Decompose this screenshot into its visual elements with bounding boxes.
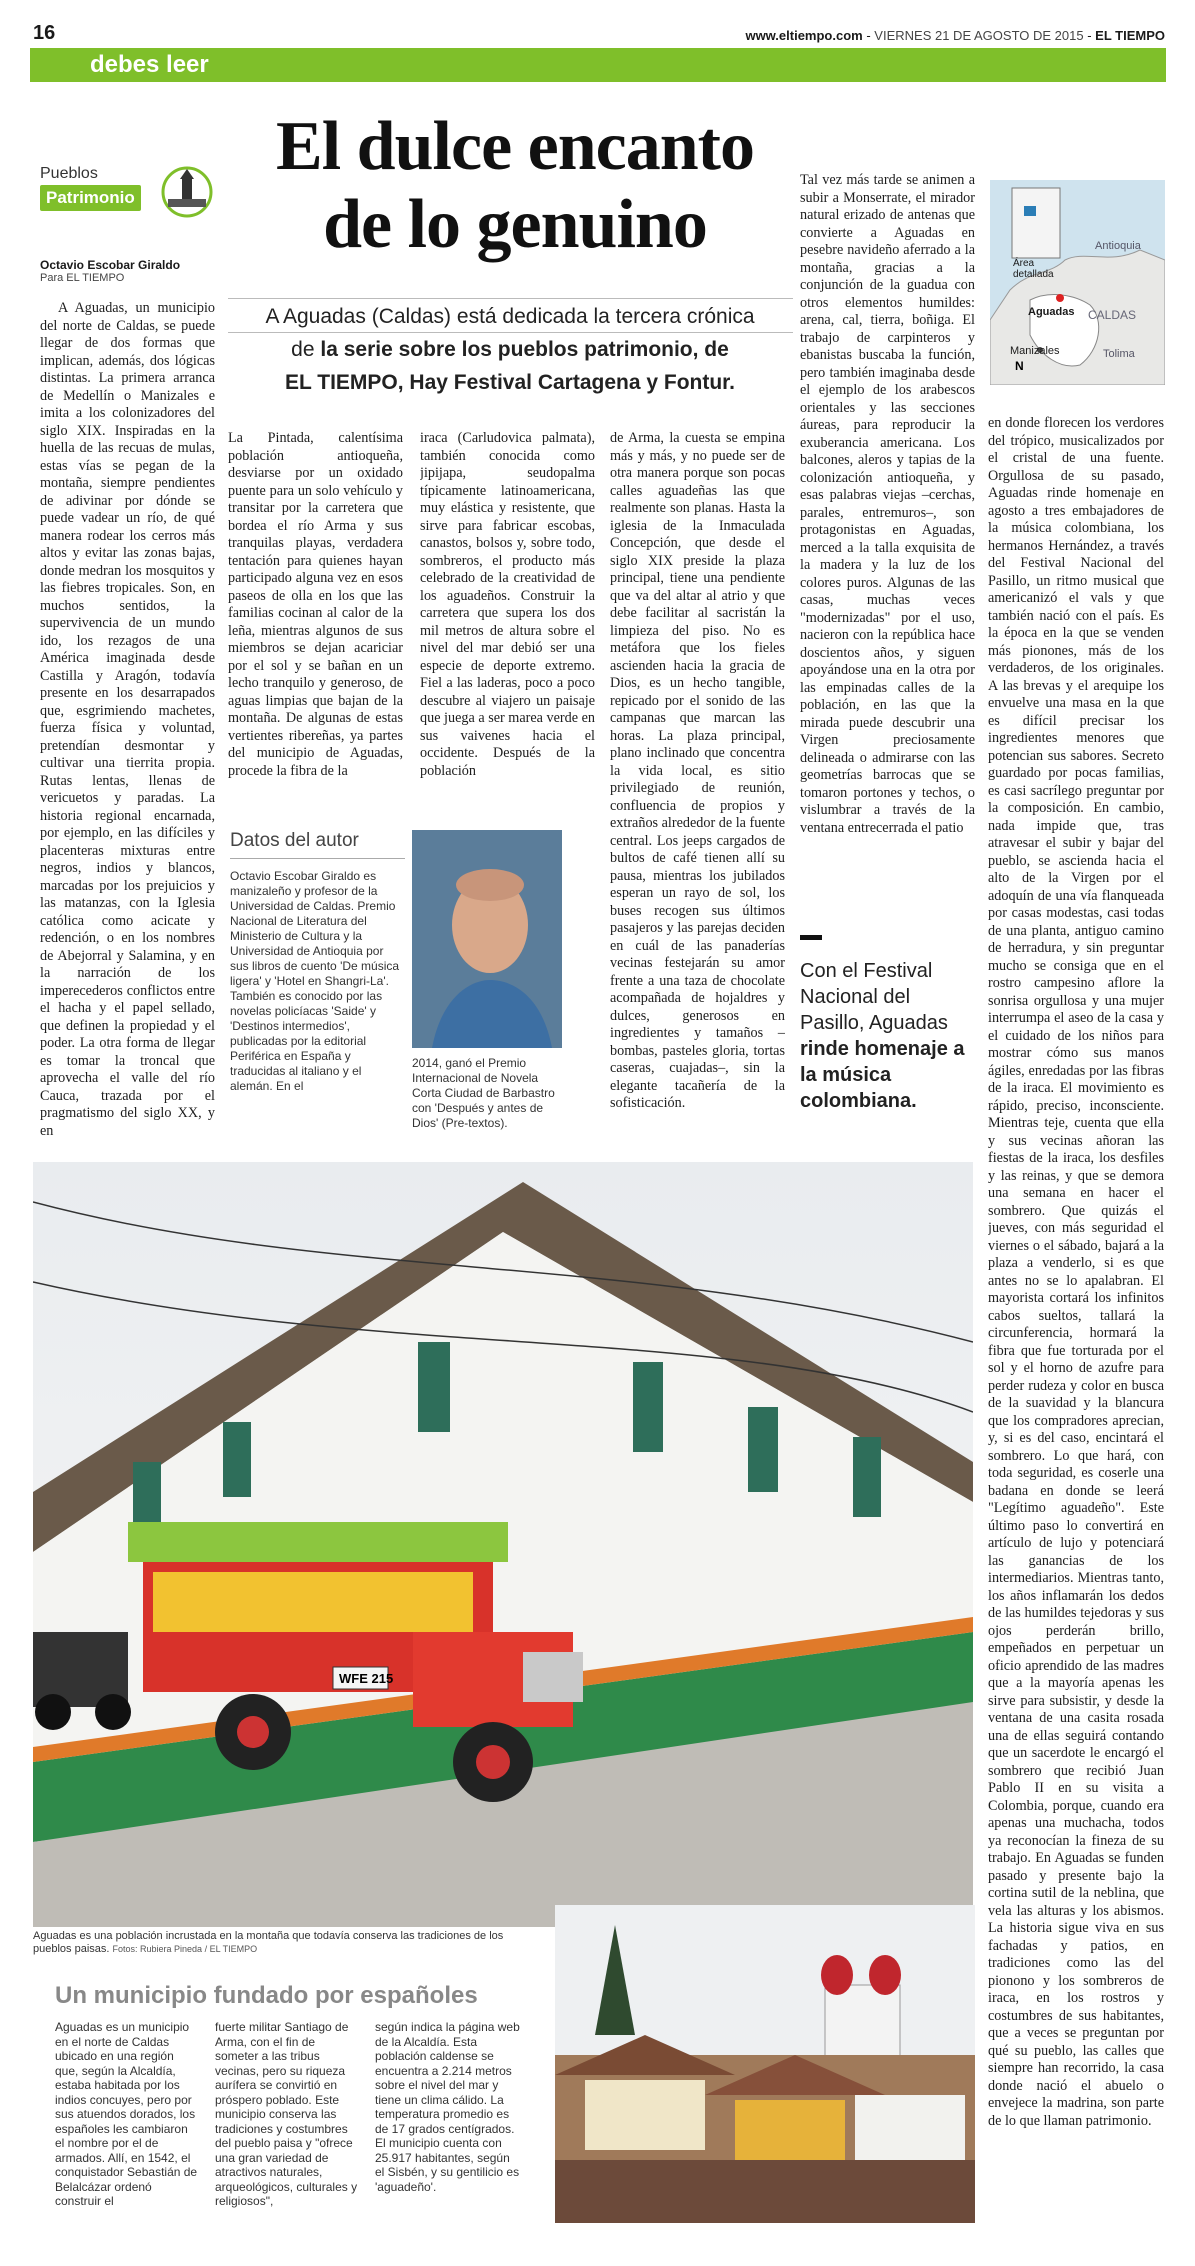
map-inset-label: Área detallada — [1013, 258, 1054, 280]
map-label-tolima: Tolima — [1103, 348, 1135, 360]
series-badge — [40, 165, 210, 229]
section-label: debes leer — [90, 51, 209, 78]
deck-line2-pre: de — [291, 338, 321, 361]
column-4-text: de Arma, la cuesta se empina más y más, y no puede ser de otra manera porque son pocas calles aguadeñas las que realmente son planas. Hasta la iglesia de la Inmaculada Concepción, que desde el siglo XIX preside la plaza principal, tiene una pendiente que va del altar al atrio y que debe facilitar al sacristán la limpieza del piso. No es metáfora que los fieles ascienden hacia la gracia de Dios, es un hecho tangible, repicado por el sonido de las campanas que marcan las horas. La plaza principal, plano inclinado que concentra la vida local, es sitio privilegiado de reunión, confluencia de propios y extraños alrededor de la fuente central. Los jeeps cargados de bultos de café tienen allí su pausa, mientras los jubilados esperan un rayo de sol, los buses recogen sus últimos pasajeros y las parejas deciden en cuál de las panaderías vecinas festejarán su amor frente a una taza de chocolate acompañada de hojaldres y dulces, generosos en ingredientes y tamaños –bombas, pasteles gloria, tortas caseras, cuajadas–, sin la elegante tacañería de la sofisticación. — [610, 430, 785, 1111]
deck-rule-mid — [228, 332, 793, 333]
column-1 — [40, 300, 215, 1160]
church-tower-icon — [160, 165, 214, 219]
map-label-antioquia: Antioquia — [1095, 240, 1141, 252]
headline-line2: de lo genuino — [323, 186, 707, 263]
column-5 — [800, 172, 975, 892]
column-2-text: La Pintada, calentísima población antioqueña, desviarse por un oxidado puente para un solo vehículo y transitar por la carretera que bordea el río Arma y sus tranquilas playas, verdadera tentación para quienes hayan participado alguna vez en esos paseos de olla en los que las familias cocinan al calor de la leña, mientras algunos de sus miembros se dejan acariciar por el sol y se bañan en un lecho tranquilo y generoso, de aguas limpias que bajan de la montaña. De algunas de estas vertientes ribereñas, ya partes del municipio de Aguadas, procede la fibra de la — [228, 430, 403, 779]
header-dateline: www.eltiempo.com - VIERNES 21 DE AGOSTO DE 2015 - EL TIEMPO — [745, 28, 1165, 43]
column-4 — [610, 430, 785, 1160]
column-3 — [420, 430, 595, 810]
author-box-text-1: Octavio Escobar Giraldo es manizaleño y profesor de la Universidad de Caldas. Premio Nacional de Literatura del Ministerio de Cultura y la Universidad de Antioquia por sus libros de cuento 'De música ligera' y 'Hotel en Shangri-La'. También es conocido por las novelas policíacas 'Saide' y 'Destinos intermedios', publicadas por la editorial Periférica en España y traducidas al italiano y el alemán. En el — [230, 869, 400, 1093]
pull-quote-bold: rinde homenaje a la música colombiana. — [800, 1038, 965, 1112]
pull-quote-mark — [800, 935, 822, 940]
locator-map — [990, 180, 1165, 385]
column-3-text: iraca (Carludovica palmata), también conocida como jipijapa, seudopalma típicamente latinoamericana, muy elástica y resistente, que sirve para fabricar escobas, canastos, bolsos y, sobre todo, sombreros, el producto más celebrado de la creatividad de los aguadeños. Construir la carretera que supera los dos mil metros de altura sobre el nivel del mar debió ser una especie de deporte extremo. Fiel a las laderas, poco a poco descubre al viajero un paisaje que juega a ser marea verde en sus vaivenes hacia el occidente. Después de la población — [420, 430, 595, 779]
column-1-text: A Aguadas, un municipio del norte de Caldas, se puede llegar de dos formas que implican, además, dos lógicas distintas. La primera arranca de Medellín o Manizales e imita a los colonizadores del siglo XIX. Inspiradas en la huella de las recuas de mulas, estas vías se pegan de la montaña, siempre pendientes de adivinar por dónde se puede vadear un río, de qué manera rodear los cerros más altos y evitar las zonas bajas, donde medran los mosquitos y las fiebres tropicales. Son, en muchos sentidos, la supervivencia de un mundo ido, los rezagos de una América imaginada desde Castilla y Aragón, todavía presente en los desarrapados que, esgrimiendo machetes, fuerza física y voluntad, pretendían desmontar y cultivar una tierrita propia. Rutas lentas, llenas de vericuetos y paradas. La historia regional encarnada, por ejemplo, en las difíciles y placenteras mixturas entre negros, indios y blancos, marcadas por los prejuicios y las matanzas, con la Iglesia católica como acicate y redención, o en los nombres de Abejorral y Salamina, y en la narración de los imperecederos conflictos entre el hacha y el papel sellado, que definen la propiedad y el poder. La otra forma de llegar es tomar la troncal que aprovecha el valle del río Cauca, trazada por el pragmatismo del siglo XX, y en — [40, 300, 215, 1139]
author-box — [230, 830, 615, 1160]
main-photo-caption-text: Aguadas es una población incrustada en la montaña que todavía conserva las tradiciones de los pueblos paisas. — [33, 1930, 504, 1955]
header-brand: EL TIEMPO — [1095, 28, 1165, 43]
series-badge-line2: Patrimonio — [40, 185, 141, 211]
byline-author: Octavio Escobar Giraldo — [40, 258, 181, 272]
pull-quote — [800, 958, 975, 1114]
sidebar-col-2: fuerte militar Santiago de Arma, con el fin de someter a las tribus vecinas, pero su riqueza aurífera se convirtió en próspero poblado. Este municipio conserva las tradiciones y costumbres del pueblo paisa y "ofrece una gran variedad de atractivos naturales, arqueológicos, culturales y religiosos", — [215, 2020, 358, 2208]
map-label-aguadas: Aguadas — [1028, 306, 1075, 318]
byline-affiliation: Para EL TIEMPO — [40, 272, 125, 284]
author-photo — [412, 830, 562, 1048]
deck — [225, 300, 795, 399]
column-6 — [988, 415, 1164, 2260]
svg-text:N: N — [1015, 359, 1024, 373]
page-number: 16 — [33, 22, 56, 44]
sidebar-col-1: Aguadas es un municipio en el norte de Caldas ubicado en una región que, según la Alcaldía, estaba habitada por los indios concuyes, pero por sus atuendos dorados, los españoles les cambiaron el nombre por el de armados. Allí, en 1542, el conquistador Sebastián de Belalcázar ordenó construir el — [55, 2020, 198, 2208]
headline — [215, 108, 815, 264]
header-website: www.eltiempo.com — [745, 28, 863, 43]
main-photo-caption — [33, 1930, 543, 1956]
main-photo-credit: Fotos: Rubiera Pineda / EL TIEMPO — [112, 1944, 258, 1954]
author-box-text-2: 2014, ganó el Premio Internacional de Novela Corta Ciudad de Barbastro con 'Después y antes de Dios' (Pre-textos). — [412, 1056, 555, 1130]
author-box-title: Datos del autor — [230, 830, 405, 859]
headline-line1: El dulce encanto — [276, 108, 754, 185]
town-photo-graphic — [555, 1905, 975, 2223]
pull-quote-pre: Con el Festival Nacional del Pasillo, Aguadas — [800, 960, 948, 1034]
deck-line3: EL TIEMPO, Hay Festival Cartagena y Fontur. — [284, 371, 736, 394]
sidebar-col-3: según indica la página web de la Alcaldía. Esta población caldense se encuentra a 2.214 metros sobre el nivel del mar y tiene un clima cálido. La temperatura promedio es de 17 grados centígrados. El municipio cuenta con 25.917 habitantes, según el Sisbén, y su gentilicio es 'aguadeño'. — [375, 2020, 520, 2194]
deck-line2-bold: la serie sobre los pueblos patrimonio, de — [320, 338, 729, 361]
column-2 — [228, 430, 403, 810]
deck-line1: A Aguadas (Caldas) está dedicada la tercera crónica — [265, 305, 755, 328]
sidebar-title: Un municipio fundado por españoles — [55, 1982, 478, 2009]
map-label-caldas: CALDAS — [1088, 308, 1137, 322]
series-badge-line1: Pueblos — [40, 165, 98, 182]
header-date: VIERNES 21 DE AGOSTO DE 2015 — [874, 28, 1084, 43]
column-5-text: Tal vez más tarde se animen a subir a Monserrate, el mirador natural erizado de antenas que convierte a Aguadas en pesebre navideño aferrado a la montaña, gracias a la conjunción de la guadua con otros elementos humildes: arena, cal, tierra, boñiga. El trabajo de carpinteros y ebanistas buscaba la función, pero también imaginaba desde el ejemplo de los arabescos orientales y las secciones áureas, para reproducir la exuberancia americana. Los balcones, aleros y tapias de la colonización antioqueña, y esas palabras viejas –cerchas, parales, entremuros–, son protagonistas en Aguadas, merced a la talla exquisita de la madera y la luz de los colores puros. Algunas de las casas, muchas veces "modernizadas" por el uso, nacieron con la república hace doscientos años, y siguen apoyándose una en la otra por las empinadas calles de la población, en las que la mirada puede descubrir una Virgen preciosamente delineada o admirarse con las geometrías barrocas que se tomaron portones y techos, o vislumbrar a través de la ventana entrecerrada el patio — [800, 172, 975, 836]
deck-rule-top — [228, 298, 793, 299]
town-photo — [555, 1905, 975, 2223]
license-plate: WFE 215 — [339, 1671, 394, 1686]
main-photo — [33, 1162, 973, 1927]
map-label-manizales: Manizales — [1010, 345, 1060, 357]
main-photo-graphic — [33, 1162, 973, 1927]
byline — [40, 258, 180, 284]
deck-line2 — [225, 333, 795, 366]
column-6-text: en donde florecen los verdores del trópico, musicalizados por el cristal de una fuente. Orgullosa de su pasado, Aguadas rinde homenaje en agosto a tres embajadores de la música colombiana, los hermanos Hernández, a través del Festival Nacional del Pasillo, un ritmo musical que americanizó el vals y que también nació con el país. Es la época en la que se venden más pionones, más de los verdaderos, de los originales. A las brevas y el arequipe los envuelve una masa en la que es difícil precisar los ingredientes menores que potencian sus sabores. Secreto guardado por pocas familias, es casi sacrílego preguntar por la composición. En cambio, nada impide que, tras atravesar el subir y bajar del pueblo, se ascienda hacia el alto de la Virgen por el adoquín de una vía flanqueada por casas modestas, casi todas de una planta, antiguo camino de herradura, y sin preguntar mucho se consiga que en el rostro campesino aflore la sonrisa orgullosa y una mujer interrumpa el aseo de la casa y el cuidado de los niños para mostrar cómo sus manos ágiles, enredadas por las fibras de la iraca. El movimiento es rápido, preciso, inconsciente. Mientras teje, cuenta que ella y sus vecinas añoran las fiestas de la iraca, los desfiles y las reinas, y que se demora una semana en hacer el sombrero. Que quizás el jueves, con más seguridad el viernes o el sábado, bajará a la plaza a venderlo, si es que antes no se lo apalabran. El mayorista cortará los infinitos cabos sueltos, tallará la circunferencia, hormará la fibra que fue torturada por el sol y el horno de azufre para perder rudeza y color en busca de la suavidad y la blancura que los compradores aprecian, y, si es del caso, encintará el sombrero. Lo que hará, con toda seguridad, es coserle una badana en donde se leerá "Legítimo aguadeño". Este último paso lo convertirá en artículo de lujo y potenciará las ganancias de los intermediarios. Mientras tanto, los años inflamarán los dedos de las humildes tejedoras y sus ojos perderán brillo, empeñados en perpetuar un oficio aprendido de las madres que a la mayoría apenas les sirve para subsistir, y desde la ventana de una casita rosada una de ellas seguirá contando que un sacerdote le encargó el sombrero que recibió Juan Pablo II en su visita a Colombia, porque, cuando era apenas una muchacha, todos ya reconocían la fineza de su trabajo. En Aguadas se funden pasado y presente bajo la cortina sutil de la neblina, que vela las alturas y los abismos. La historia sigue viva en sus fachadas y patios, en tradiciones como las del pionono y los sombreros de iraca, en los rostros y costumbres de sus habitantes, que a veces se preguntan por qué su pueblo, las calles que siempre han recorrido, la casa donde nació el abuelo o envejece la madrina, son parte de lo que llaman patrimonio. — [988, 415, 1164, 2129]
